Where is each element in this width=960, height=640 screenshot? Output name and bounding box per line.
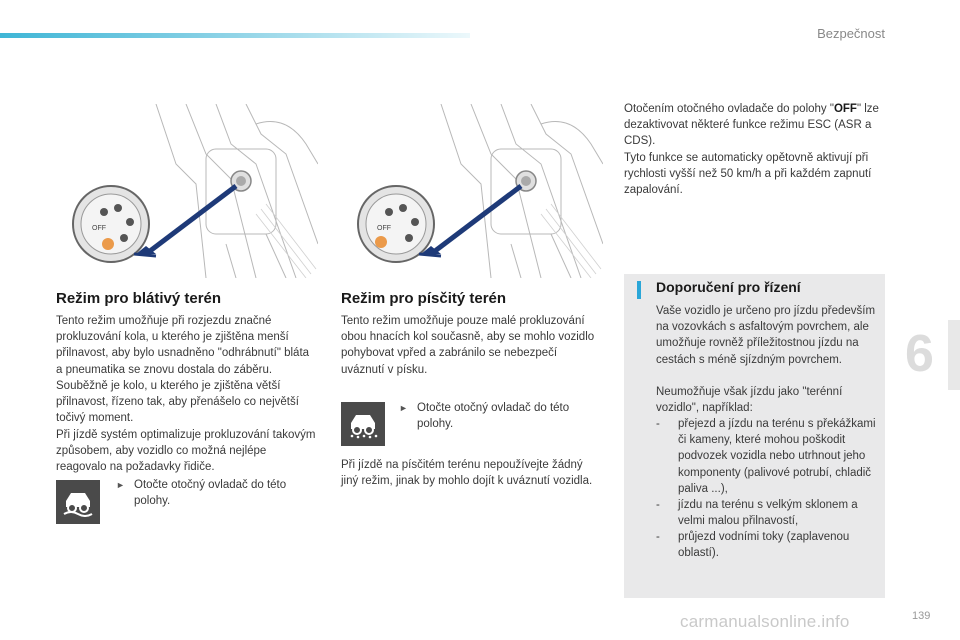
section-title: Bezpečnost [817, 26, 885, 41]
dial-off-label: OFF [377, 225, 391, 232]
mud-mode-driving-note: Při jízdě systém optimalizuje prokluzování takovým způsobem, aby vozidlo co možná nejlépe reagovalo na požadavky řidiče. [56, 429, 316, 474]
bullet-icon: ► [399, 403, 408, 413]
recommendation-not-allowed: Neumožňuje však jízdu jako "terénní vozidlo", například: [656, 386, 843, 415]
mud-mode-icon [56, 480, 100, 524]
sand-mode-icon [341, 402, 385, 446]
sand-wheel-icon [346, 409, 380, 439]
mud-mode-title: Režim pro blátivý terén [56, 290, 222, 307]
list-item: - jízdu na terénu s velkým sklonem a velmi malou přilnavostí, [656, 499, 858, 528]
console-drawing [341, 104, 603, 278]
sand-mode-title: Režim pro písčitý terén [341, 290, 507, 307]
sand-mode-warning: Při jízdě na písčitém terénu nepoužívejte žádný jiný režim, jinak by mohlo dojít k uváznutí vozidla. [341, 459, 593, 488]
off-position-note: Otočením otočného ovladače do polohy "OFF" lze dezaktivovat některé funkce režimu ESC (ASR a CDS). [624, 103, 879, 148]
header-accent-bar [0, 33, 470, 38]
chapter-number: 6 [905, 325, 934, 383]
chapter-tab [948, 320, 960, 390]
reactivation-note: Tyto funkce se automaticky opětovně aktivují při rychlosti vyšší než 50 km/h a při každém zapnutí zapalování. [624, 152, 872, 197]
watermark: carmanualsonline.info [680, 612, 850, 631]
bullet-icon: ► [116, 480, 125, 490]
recommendation-accent-bar [637, 281, 641, 299]
mud-wheel-icon [61, 487, 95, 517]
sand-mode-illustration [341, 104, 603, 278]
list-item: - průjezd vodními toky (zaplavenou oblastí). [656, 531, 850, 560]
console-drawing [56, 104, 318, 278]
mud-mode-description: Tento režim umožňuje při rozjezdu značné prokluzování kola, u kterého je zjištěna menší přilnavost, aby bylo usnadněno "odhrábnutí" bláta a pneumatika se znovu dostala do záběru. Souběžně je kolo, u kterého je zjištěna větší přilnavost, řízeno tak, aby přenášelo co největší točivý moment. [56, 315, 310, 425]
recommendation-title: Doporučení pro řízení [656, 279, 801, 295]
sand-mode-description: Tento režim umožňuje pouze malé prokluzování obou hnacích kol současně, aby se mohlo vozidlo pohybovat vpřed a zabránilo se nebezpečí uváznutí v písku. [341, 315, 595, 376]
page-number: 139 [912, 610, 931, 622]
list-item: - přejezd a jízdu na terénu s překážkami či kameny, které mohou poškodit podvozek vozidla nebo utrhnout jeho komponenty (palivové potrubí, chladič paliva ...), [656, 418, 876, 495]
mud-mode-illustration [56, 104, 318, 278]
recommendation-intro: Vaše vozidlo je určeno pro jízdu především na vozovkách s asfaltovým povrchem, ale umožňuje rovněž příležitostnou jízdu na cestách s méně sjízdným povrchem. [656, 305, 876, 366]
dial-off-label: OFF [92, 225, 106, 232]
